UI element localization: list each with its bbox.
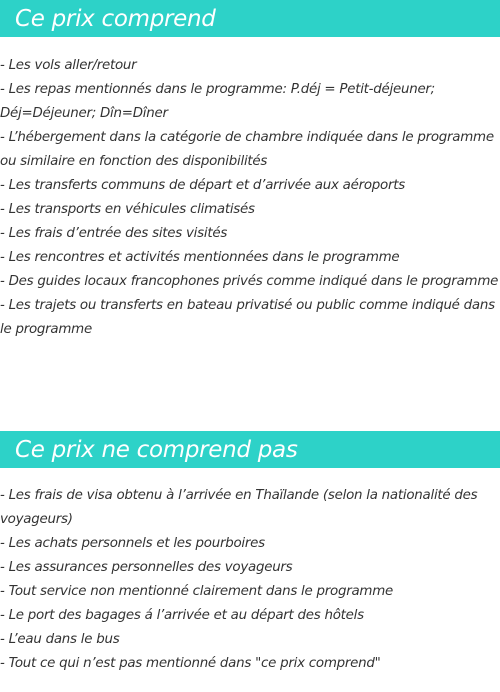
list-item: - Les transports en véhicules climatisés <box>0 202 255 217</box>
included-items-list <box>0 54 500 342</box>
list-item: - L’hébergement dans la catégorie de chambre indiquée dans le programme ou similaire en fonction des disponibilités <box>0 130 494 169</box>
list-item: - Les transferts communs de départ et d’arrivée aux aéroports <box>0 178 405 193</box>
excluded-section-header <box>0 431 500 468</box>
excluded-items-list <box>0 484 500 676</box>
list-item: - Des guides locaux francophones privés comme indiqué dans le programme <box>0 274 499 289</box>
list-item: - Les repas mentionnés dans le programme: P.déj = Petit-déjeuner; Déj=Déjeuner; Dîn=Dîner <box>0 82 435 121</box>
list-item: - Le port des bagages á l’arrivée et au départ des hôtels <box>0 608 364 623</box>
list-item: - L’eau dans le bus <box>0 632 120 647</box>
list-item: - Tout service non mentionné clairement dans le programme <box>0 584 393 599</box>
list-item: - Les assurances personnelles des voyageurs <box>0 560 293 575</box>
included-section-title: Ce prix comprend <box>15 5 216 32</box>
included-section-header <box>0 0 500 37</box>
list-item: - Tout ce qui n’est pas mentionné dans "ce prix comprend" <box>0 656 381 671</box>
list-item: - Les vols aller/retour <box>0 58 137 73</box>
list-item: - Les frais de visa obtenu à l’arrivée en Thaïlande (selon la nationalité des voyageurs) <box>0 488 478 527</box>
list-item: - Les trajets ou transferts en bateau privatisé ou public comme indiqué dans le programme <box>0 298 495 337</box>
excluded-section-title: Ce prix ne comprend pas <box>15 436 298 463</box>
list-item: - Les frais d’entrée des sites visités <box>0 226 228 241</box>
list-item: - Les achats personnels et les pourboires <box>0 536 265 551</box>
list-item: - Les rencontres et activités mentionnées dans le programme <box>0 250 400 265</box>
